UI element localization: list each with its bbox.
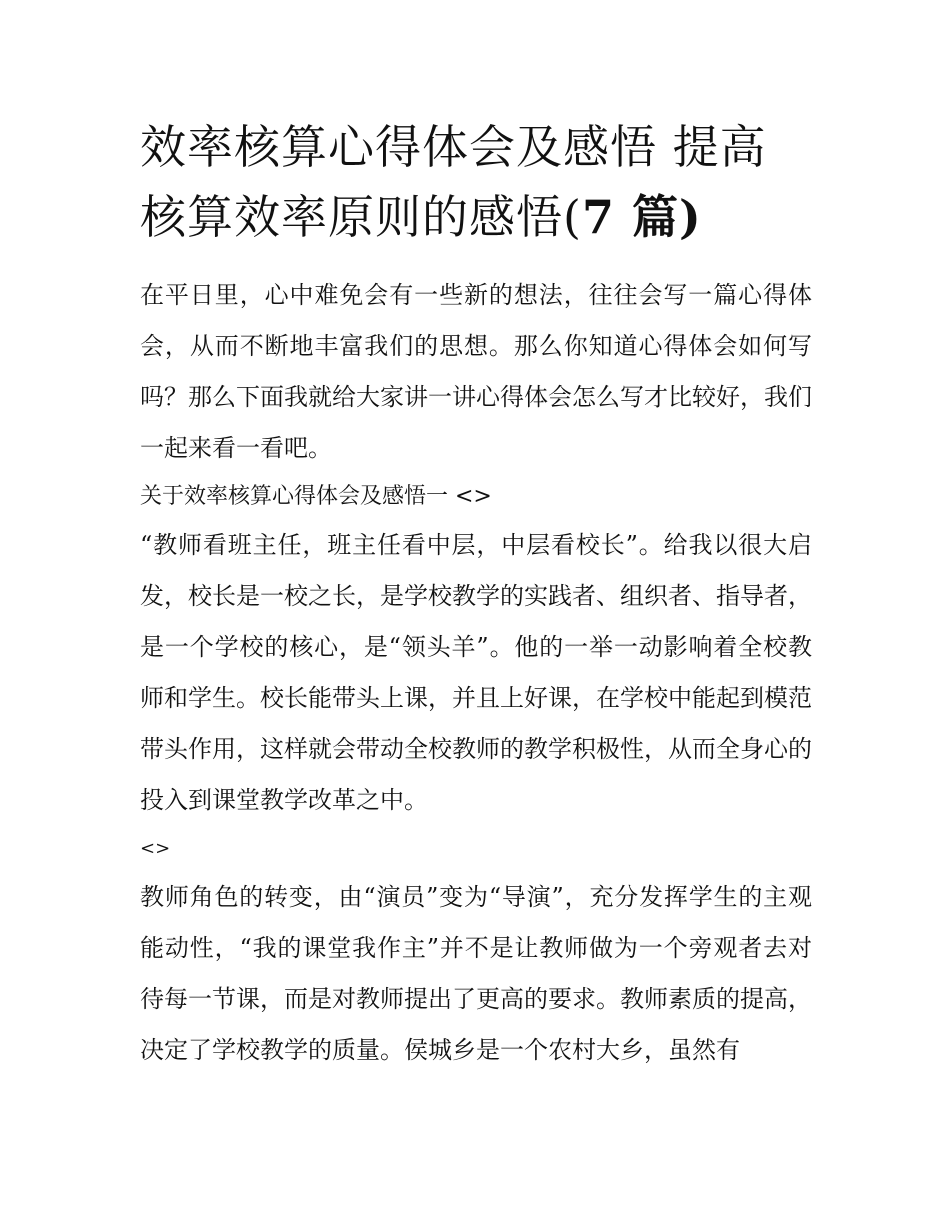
- body-paragraph-1: “教师看班主任，班主任看中层，中层看校长”。给我以很大启发，校长是一校之长，是学校教学的实践者、组织者、指导者，是一个学校的核心，是“领头羊”。他的一举一动影响着全校教师和学生。校长能带头上课，并且上好课，在学校中能起到模范带头作用，这样就会带动全校教师的教学积极性，从而全身心的投入到课堂教学改革之中。: [140, 531, 812, 814]
- intro-paragraph: 在平日里，心中难免会有一些新的想法，往往会写一篇心得体会，从而不断地丰富我们的思想。那么你知道心得体会如何写吗？那么下面我就给大家讲一讲心得体会怎么写才比较好，我们一起来看一看吧。: [140, 281, 812, 462]
- body-paragraph-2: 教师角色的转变，由“演员”变为“导演”，充分发挥学生的主观能动性，“我的课堂我作主”并不是让教师做为一个旁观者去对待每一节课，而是对教师提出了更高的要求。教师素质的提高，决定了学校教学的质量。侯城乡是一个农村大乡，虽然有: [140, 883, 812, 1064]
- document-content: [140, 112, 812, 1076]
- section-marker: <>: [140, 838, 171, 859]
- title-text-part2: 篇): [614, 190, 702, 244]
- title-text-part1: 效率核算心得体会及感悟 提高核算效率原则的感悟(: [140, 120, 767, 244]
- document-title: [140, 112, 812, 252]
- title-number: 7: [581, 190, 615, 244]
- section-heading: 关于效率核算心得体会及感悟一 <>: [140, 484, 492, 509]
